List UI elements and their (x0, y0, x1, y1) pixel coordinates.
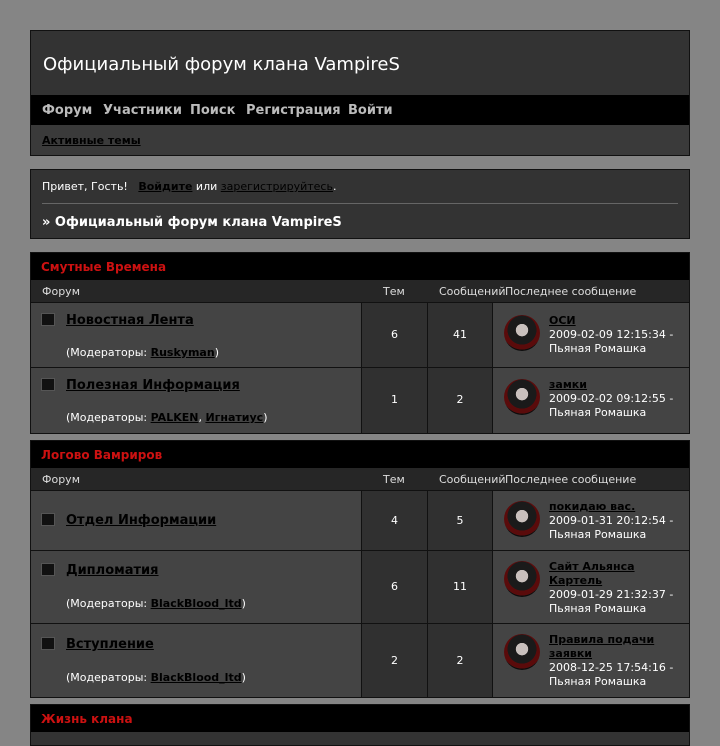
posts-cell (428, 551, 493, 623)
topics-count: 6 (391, 580, 398, 593)
forum-row (31, 490, 689, 550)
greeting-line (42, 180, 336, 193)
posts-count: 2 (456, 654, 464, 667)
forum-status-icon (41, 513, 55, 526)
last-post-cell (493, 303, 689, 367)
mods-prefix: (Модераторы: (66, 411, 151, 424)
category-title[interactable]: Смутные Времена (41, 260, 167, 274)
posts-count: 11 (453, 580, 467, 593)
period-text: . (332, 180, 337, 193)
forum-status-icon (41, 313, 55, 326)
last-post-info (549, 560, 684, 616)
forum-link[interactable]: Вступление (66, 637, 154, 652)
login-link[interactable]: Войдите (138, 180, 193, 193)
table-header (31, 280, 689, 302)
posts-cell (428, 368, 493, 433)
last-post-author: Пьяная Ромашка (549, 602, 647, 615)
forum-cell (31, 368, 362, 433)
col-forum: Форум (42, 473, 80, 486)
forum-status-icon (41, 378, 55, 391)
col-topics: Тем (383, 473, 405, 486)
avatar (504, 634, 540, 670)
table-header (31, 468, 689, 490)
category-title[interactable]: Логово Вамриров (41, 448, 163, 462)
topics-count: 6 (391, 328, 398, 341)
forum-cell (31, 624, 362, 697)
nav-search[interactable]: Поиск (190, 103, 236, 118)
active-topics-link[interactable]: Активные темы (42, 134, 141, 147)
site-title: Официальный форум клана VampireS (43, 54, 400, 75)
mods-prefix: (Модераторы: (66, 597, 151, 610)
category-title-bar (31, 253, 689, 280)
mods-suffix: ) (214, 346, 219, 359)
forum-row (31, 367, 689, 433)
last-post-info (549, 633, 684, 689)
last-post-date: 2009-02-09 12:15:34 - (549, 328, 674, 341)
nav-login[interactable]: Войти (348, 103, 393, 118)
moderators (66, 346, 219, 359)
mods-suffix: ) (241, 597, 246, 610)
last-post-link[interactable]: ОСИ (549, 314, 576, 327)
breadcrumb[interactable]: » Официальный форум клана VampireS (42, 215, 342, 230)
forum-status-icon (41, 563, 55, 576)
last-post-cell (493, 551, 689, 623)
divider (42, 203, 678, 204)
last-post-cell (493, 491, 689, 550)
moderator-link[interactable]: BlackBlood_ltd (150, 671, 242, 684)
last-post-title-line2: заявки (549, 647, 593, 660)
last-post-info (549, 378, 684, 420)
last-post-title-line1: Сайт Альянса (549, 560, 635, 573)
last-post-info (549, 500, 684, 542)
forum-link[interactable]: Дипломатия (66, 563, 159, 578)
last-post-link[interactable]: замки (549, 378, 587, 391)
posts-cell (428, 303, 493, 367)
posts-cell (428, 624, 493, 697)
col-posts: Сообщений (439, 285, 506, 298)
category-title-bar (31, 441, 689, 468)
forum-status-icon (41, 637, 55, 650)
moderators (66, 411, 268, 424)
topics-cell (362, 551, 428, 623)
register-link[interactable]: зарегистрируйтесь (220, 180, 333, 193)
last-post-author: Пьяная Ромашка (549, 675, 647, 688)
last-post-author: Пьяная Ромашка (549, 406, 647, 419)
topics-cell (362, 303, 428, 367)
col-last: Последнее сообщение (505, 473, 637, 486)
posts-cell (428, 491, 493, 550)
avatar (504, 379, 540, 415)
forum-row (31, 623, 689, 697)
topics-count: 2 (391, 654, 398, 667)
last-post-author: Пьяная Ромашка (549, 342, 647, 355)
moderators (66, 671, 246, 684)
moderator-link[interactable]: BlackBlood_ltd (150, 597, 242, 610)
avatar (504, 561, 540, 597)
forum-link[interactable]: Новостная Лента (66, 313, 194, 328)
col-posts: Сообщений (439, 473, 506, 486)
moderator-link[interactable]: Игнатиус (205, 411, 264, 424)
topics-cell (362, 368, 428, 433)
mods-separator: , (198, 411, 206, 424)
last-post-date: 2009-01-29 21:32:37 - (549, 588, 674, 601)
nav-forum[interactable]: Форум (42, 103, 93, 118)
posts-count: 2 (456, 393, 464, 406)
posts-count: 5 (456, 514, 464, 527)
last-post-date: 2009-01-31 20:12:54 - (549, 514, 674, 527)
forum-link[interactable]: Полезная Информация (66, 378, 240, 393)
forum-header (30, 30, 690, 156)
nav-members[interactable]: Участники (103, 103, 182, 118)
forum-link[interactable]: Отдел Информации (66, 513, 217, 528)
last-post-date: 2009-02-02 09:12:55 - (549, 392, 674, 405)
moderator-link[interactable]: Ruskyman (150, 346, 215, 359)
topics-cell (362, 491, 428, 550)
welcome-box (30, 169, 690, 239)
forum-row (31, 550, 689, 623)
main-nav (31, 95, 689, 125)
last-post-link[interactable] (549, 560, 635, 587)
last-post-title-line2: Картель (549, 574, 603, 587)
last-post-cell (493, 624, 689, 697)
col-topics: Тем (383, 285, 405, 298)
last-post-link[interactable] (549, 633, 654, 660)
posts-count: 41 (453, 328, 467, 341)
forum-cell (31, 491, 362, 550)
category-title[interactable]: Жизнь клана (41, 712, 133, 726)
sub-nav (31, 125, 689, 155)
nav-register[interactable]: Регистрация (246, 103, 341, 118)
col-forum: Форум (42, 285, 80, 298)
avatar (504, 315, 540, 351)
category-zhizn-klana (30, 704, 690, 746)
mods-prefix: (Модераторы: (66, 346, 151, 359)
last-post-date: 2008-12-25 17:54:16 - (549, 661, 674, 674)
topics-cell (362, 624, 428, 697)
mods-suffix: ) (263, 411, 268, 424)
last-post-cell (493, 368, 689, 433)
topics-count: 4 (391, 514, 398, 527)
last-post-info (549, 314, 684, 356)
mods-prefix: (Модераторы: (66, 671, 151, 684)
category-title-bar (31, 705, 689, 732)
col-last: Последнее сообщение (505, 285, 637, 298)
moderators (66, 597, 246, 610)
mods-suffix: ) (241, 671, 246, 684)
forum-cell (31, 303, 362, 367)
moderator-link[interactable]: PALKEN (150, 411, 199, 424)
category-smutnye-vremena (30, 252, 690, 434)
or-text: или (195, 180, 218, 193)
category-logovo-vamrirov (30, 440, 690, 698)
last-post-link[interactable]: покидаю вас. (549, 500, 636, 513)
greeting-text: Привет, Гость! (42, 180, 128, 193)
topics-count: 1 (391, 393, 398, 406)
last-post-title-line1: Правила подачи (549, 633, 655, 646)
forum-cell (31, 551, 362, 623)
avatar (504, 501, 540, 537)
forum-row (31, 302, 689, 367)
last-post-author: Пьяная Ромашка (549, 528, 647, 541)
